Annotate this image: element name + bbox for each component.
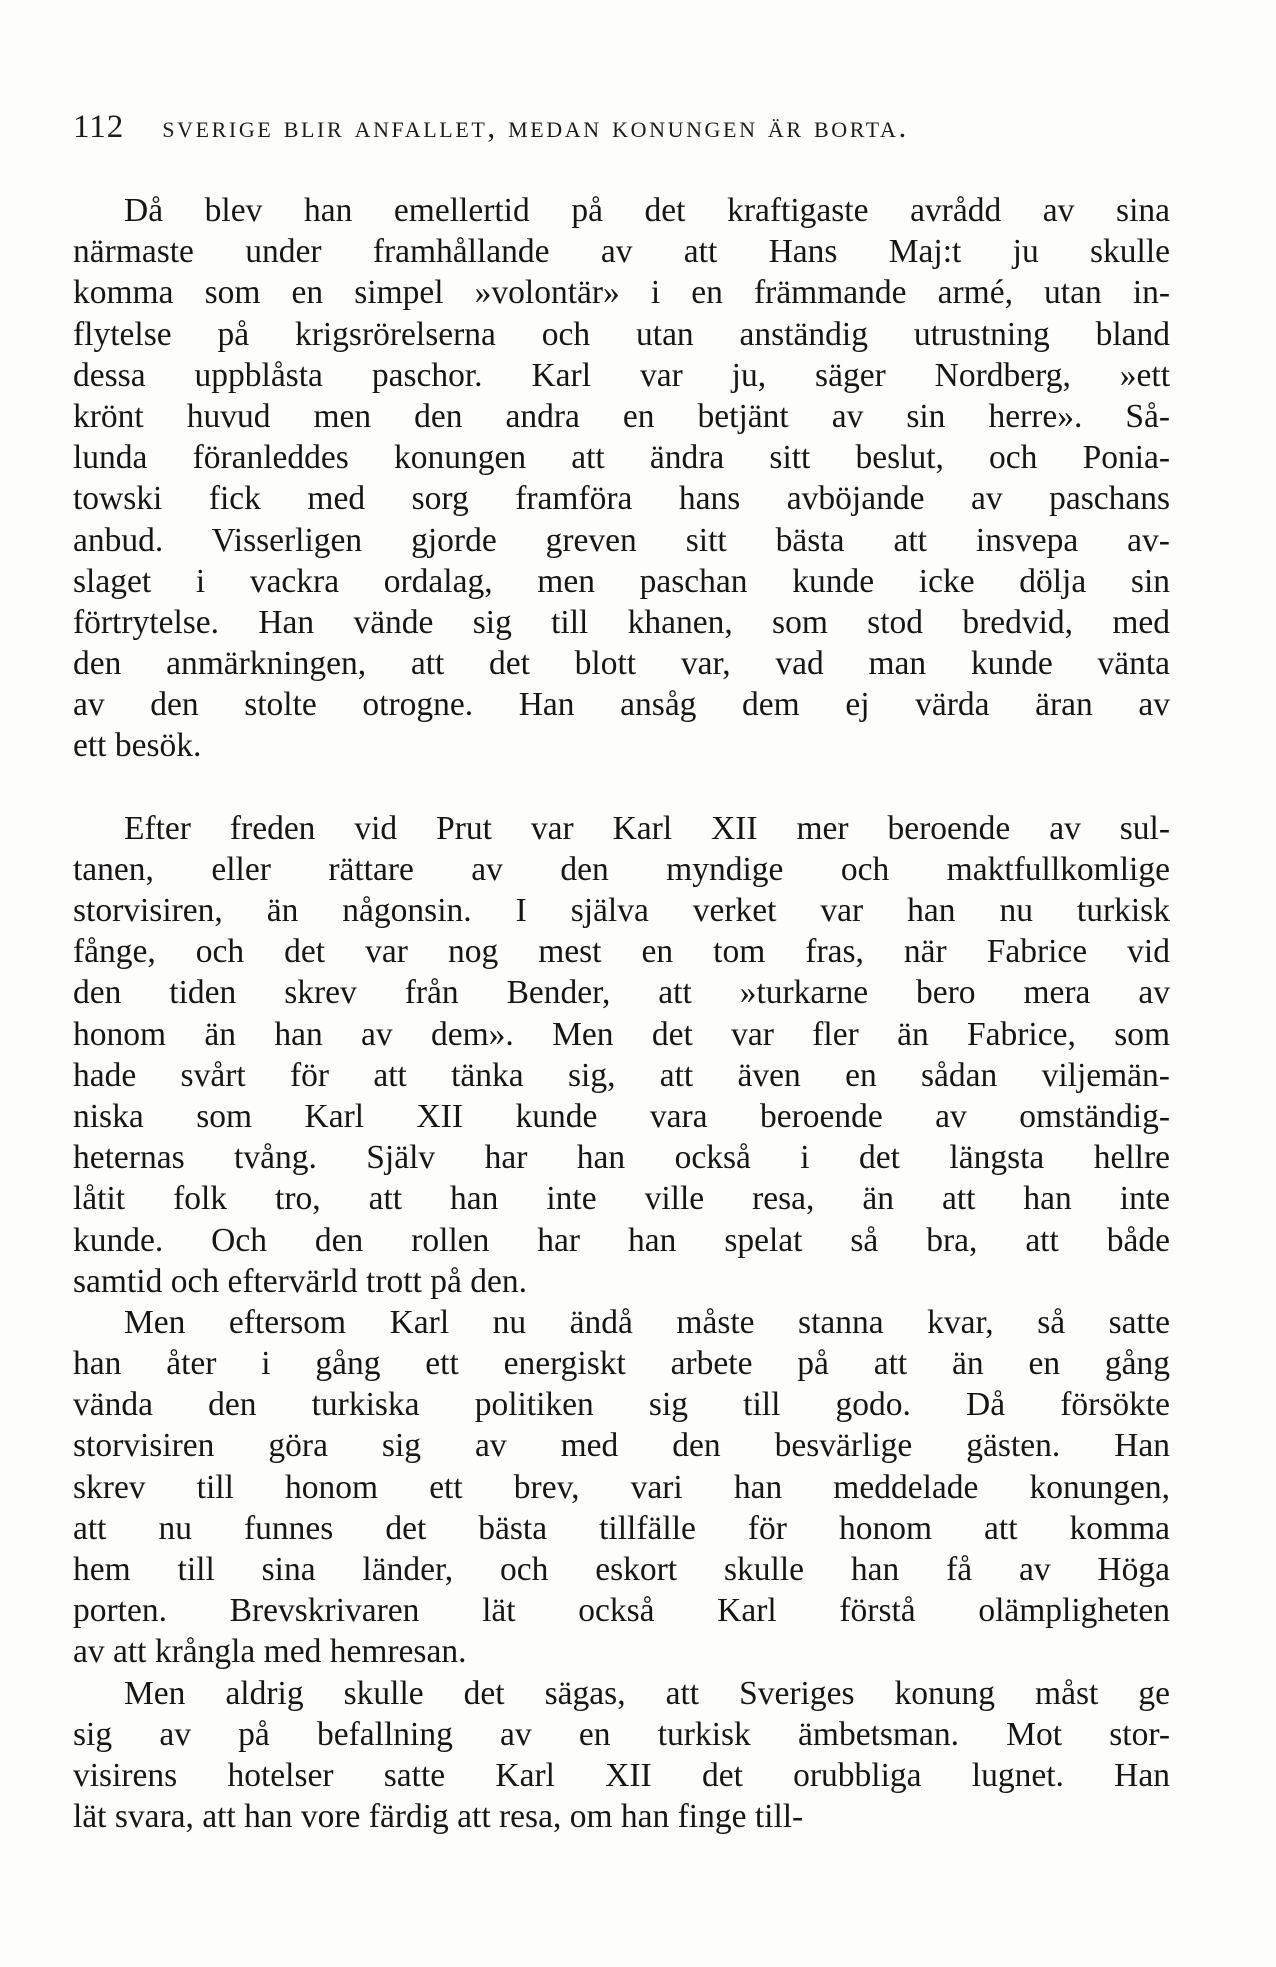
page-number: 112	[73, 109, 125, 145]
text-line: krönt huvud men den andra en betjänt av sin herre». Så-	[73, 397, 1170, 435]
running-header	[73, 108, 1198, 146]
text-line: storvisiren göra sig av med den besvärlige gästen. Han	[73, 1427, 1170, 1465]
paragraph	[73, 808, 1170, 1302]
text-line: storvisiren, än någonsin. I själva verket var han nu turkisk	[73, 892, 1170, 929]
running-title: sverige blir anfallet, medan konungen är borta.	[162, 109, 909, 144]
body-text	[73, 190, 1170, 1837]
text-line: komma som en simpel »volontär» i en främmande armé, utan in-	[73, 274, 1170, 312]
text-line: sig av på befallning av en turkisk ämbetsman. Mot stor-	[73, 1715, 1170, 1753]
text-line: samtid och eftervärld trott på den.	[73, 1262, 527, 1300]
text-line: förtrytelse. Han vände sig till khanen, som stod bredvid, med	[73, 603, 1170, 641]
text-line: flytelse på krigsrörelserna och utan anständig utrustning bland	[73, 315, 1170, 353]
text-line: den anmärkningen, att det blott var, vad man kunde vänta	[73, 645, 1170, 683]
text-line: skrev till honom ett brev, vari han meddelade konungen,	[73, 1468, 1170, 1506]
text-line: niska som Karl XII kunde vara beroende av omständig-	[73, 1097, 1170, 1135]
text-line: Efter freden vid Prut var Karl XII mer beroende av sul-	[124, 809, 1170, 847]
text-line: visirens hotelser satte Karl XII det orubbliga lugnet. Han	[73, 1756, 1170, 1794]
text-line: tanen, eller rättare av den myndige och maktfullkomlige	[73, 850, 1170, 888]
text-line: han åter i gång ett energiskt arbete på att än en gång	[73, 1345, 1170, 1383]
text-line: den tiden skrev från Bender, att »turkarne bero mera av	[73, 974, 1170, 1012]
text-line: av den stolte otrogne. Han ansåg dem ej värda äran av	[73, 686, 1170, 724]
text-line: lät svara, att han vore färdig att resa, om han finge till-	[73, 1798, 804, 1836]
text-line: vända den turkiska politiken sig till godo. Då försökte	[73, 1386, 1170, 1424]
text-line: Men eftersom Karl nu ändå måste stanna kvar, så satte	[124, 1303, 1170, 1341]
text-line: porten. Brevskrivaren lät också Karl förstå olämpligheten	[73, 1592, 1170, 1630]
text-line: hade svårt för att tänka sig, att även en sådan viljemän-	[73, 1056, 1170, 1094]
text-line: Då blev han emellertid på det kraftigaste avrådd av sina	[124, 192, 1170, 229]
text-line: honom än han av dem». Men det var fler än Fabrice, som	[73, 1015, 1170, 1053]
text-line: lunda föranleddes konungen att ändra sitt beslut, och Ponia-	[73, 439, 1170, 477]
paragraph	[73, 190, 1170, 767]
paragraph	[73, 1673, 1170, 1838]
text-line: towski fick med sorg framföra hans avböjande av paschans	[73, 480, 1170, 518]
text-line: ett besök.	[73, 727, 202, 765]
paragraph	[73, 1302, 1170, 1673]
text-line: dessa uppblåsta paschor. Karl var ju, säger Nordberg, »ett	[73, 356, 1170, 394]
text-line: att nu funnes det bästa tillfälle för honom att komma	[73, 1509, 1170, 1547]
text-line: låtit folk tro, att han inte ville resa, än att han inte	[73, 1180, 1170, 1218]
text-line: hem till sina länder, och eskort skulle han få av Höga	[73, 1551, 1170, 1588]
text-line: kunde. Och den rollen har han spelat så bra, att både	[73, 1221, 1170, 1259]
text-line: av att krångla med hemresan.	[73, 1633, 467, 1671]
text-line: Men aldrig skulle det sägas, att Sveriges konung måst ge	[124, 1674, 1170, 1712]
text-line: slaget i vackra ordalag, men paschan kunde icke dölja sin	[73, 562, 1170, 600]
text-line: heternas tvång. Själv har han också i det längsta hellre	[73, 1139, 1170, 1177]
text-line: närmaste under framhållande av att Hans Maj:t ju skulle	[73, 233, 1170, 271]
text-line: anbud. Visserligen gjorde greven sitt bästa att insvepa av-	[73, 521, 1170, 559]
text-line: fånge, och det var nog mest en tom fras, när Fabrice vid	[73, 933, 1170, 971]
